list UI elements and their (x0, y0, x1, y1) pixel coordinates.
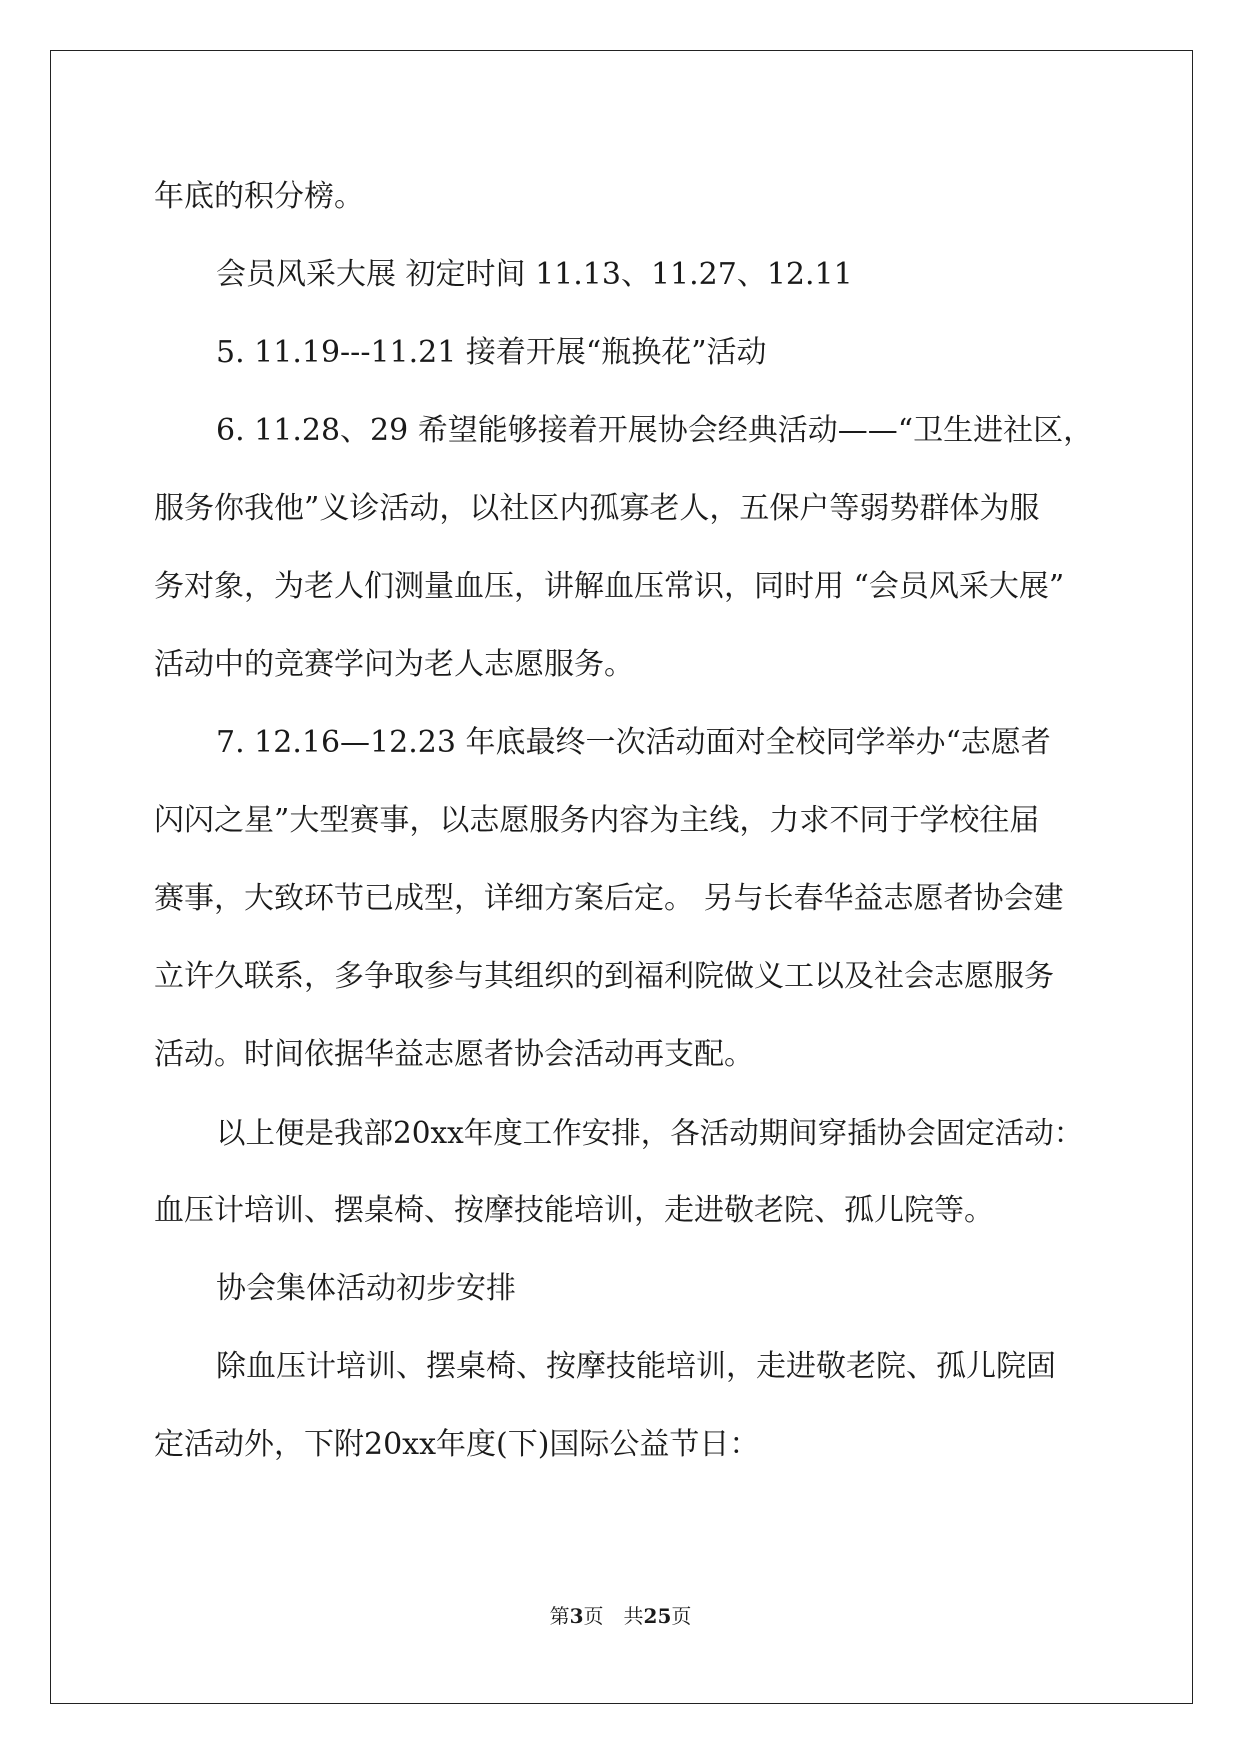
text-line-3: 5. 11.19---11.21 接着开展“瓶换花”活动 (216, 335, 767, 370)
text-line-16: 除血压计培训、摆桌椅、按摩技能培训，走进敬老院、孤儿院固 (216, 1349, 1056, 1384)
text-line-11: 立许久联系，多争取参与其组织的到福利院做义工以及社会志愿服务 (154, 959, 1054, 994)
text-line-17: 定活动外，下附20xx年度(下)国际公益节日： (154, 1427, 760, 1462)
footer-page-number: 3 (569, 1604, 584, 1628)
text-line-15: 协会集体活动初步安排 (216, 1271, 516, 1306)
text-line-13: 以上便是我部20xx年度工作安排，各活动期间穿插协会固定活动： (216, 1116, 1084, 1150)
text-line-9: 闪闪之星”大型赛事，以志愿服务内容为主线，力求不同于学校往届 (154, 803, 1040, 838)
text-line-1: 年底的积分榜。 (154, 179, 364, 214)
text-line-2: 会员风采大展 初定时间 11.13、11.27、12.11 (216, 257, 853, 292)
text-line-8: 7. 12.16—12.23 年底最终一次活动面对全校同学举办“志愿者 (216, 725, 1051, 760)
footer-suffix: 页 (671, 1604, 692, 1628)
footer-middle: 页 共 (583, 1604, 644, 1628)
text-line-5: 服务你我他”义诊活动，以社区内孤寡老人，五保户等弱势群体为服 (154, 491, 1040, 526)
text-line-6: 务对象，为老人们测量血压，讲解血压常识，同时用 “会员风采大展” (154, 569, 1065, 604)
text-line-10: 赛事，大致环节已成型，详细方案后定。 另与长春华益志愿者协会建 (154, 881, 1064, 916)
footer-total-pages: 25 (643, 1604, 672, 1628)
text-line-7: 活动中的竞赛学问为老人志愿服务。 (154, 647, 634, 682)
text-line-12: 活动。时间依据华益志愿者协会活动再支配。 (154, 1037, 754, 1072)
footer-prefix: 第 (549, 1604, 570, 1628)
page-footer (0, 1600, 1241, 1629)
text-line-4: 6. 11.28、29 希望能够接着开展协会经典活动——“卫生进社区， (216, 413, 1094, 448)
text-line-14: 血压计培训、摆桌椅、按摩技能培训，走进敬老院、孤儿院等。 (154, 1193, 994, 1228)
document-body (154, 158, 1094, 1484)
